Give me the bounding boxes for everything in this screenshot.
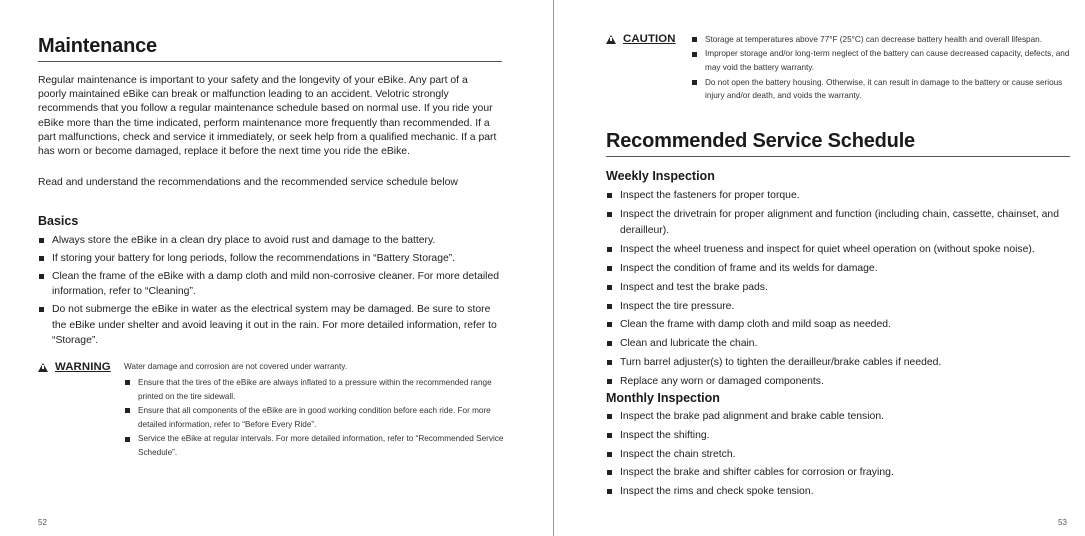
list-item: Turn barrel adjuster(s) to tighten the derailleur/brake cables if needed.: [606, 355, 1076, 372]
bullet-icon: [607, 322, 612, 327]
bullet-icon: [607, 360, 612, 365]
bullet-icon: [39, 256, 44, 261]
right-page: [555, 0, 1085, 536]
list-item: Inspect the tire pressure.: [606, 299, 1076, 316]
bullet-icon: [607, 433, 612, 438]
warning-text: Water damage and corrosion are not covered under warranty.: [124, 362, 347, 371]
bullet-icon: [607, 304, 612, 309]
warning-heading: [38, 361, 111, 373]
list-item: Clean and lubricate the chain.: [606, 336, 1076, 353]
caution-label: CAUTION: [623, 33, 676, 45]
bullet-icon: [39, 238, 44, 243]
list-item: Inspect the wheel trueness and inspect for quiet wheel operation on (without spoke noise).: [606, 242, 1076, 259]
list-item: Replace any worn or damaged components.: [606, 374, 1076, 391]
list-item: Ensure that all components of the eBike are in good working condition before each ride. For more detailed information, refer to “Before Every Ride”.: [124, 404, 504, 432]
bullet-icon: [607, 489, 612, 494]
intro-paragraph: Regular maintenance is important to your safety and the longevity of your eBike. Any part of a poorly maintained eBike can break or malfunction leading to an accident. Velotric strongly recommends that you follow a regular maintenance schedule based on normal use. If you ride your eBike more than the time indicated, perform maintenance more frequently than recommended. If a part malfunctions, check and service it immediately, or seek help from a qualified mechanic. If a part has worn or become damaged, replace it before the next time you ride the eBike.: [38, 75, 497, 158]
weekly-heading: Weekly Inspection: [606, 169, 715, 183]
list-item: Inspect the shifting.: [606, 428, 1076, 445]
list-item: Inspect the fasteners for proper torque.: [606, 188, 1076, 205]
bullet-icon: [39, 274, 44, 279]
section-title: Recommended Service Schedule: [606, 130, 915, 152]
monthly-heading: Monthly Inspection: [606, 391, 720, 405]
bullet-icon: [39, 307, 44, 312]
list-item: Improper storage and/or long-term neglect of the battery can cause decreased capacity, defects, and may void the battery warranty.: [691, 47, 1071, 75]
page-gutter: [553, 0, 554, 536]
page-title: Maintenance: [38, 35, 157, 57]
page-number: 52: [38, 518, 47, 527]
caution-list: [691, 33, 1071, 104]
page-number: 53: [1058, 518, 1067, 527]
bullet-icon: [125, 408, 130, 413]
bullet-icon: [607, 379, 612, 384]
bullet-icon: [607, 212, 612, 217]
list-item: Inspect the drivetrain for proper alignment and function (including chain, cassette, chainset, and derailleur).: [606, 207, 1076, 240]
intro-note: Read and understand the recommendations and the recommended service schedule below: [38, 177, 458, 188]
warning-label: WARNING: [55, 361, 111, 373]
bullet-icon: [607, 193, 612, 198]
title-divider: [38, 61, 502, 62]
list-item: Inspect and test the brake pads.: [606, 280, 1076, 297]
bullet-icon: [607, 414, 612, 419]
warning-triangle-icon: [38, 363, 48, 372]
list-item: Ensure that the tires of the eBike are always inflated to a pressure within the recommended range printed on the tire sidewall.: [124, 376, 504, 404]
monthly-list: [606, 409, 1076, 503]
bullet-icon: [607, 452, 612, 457]
warning-triangle-icon: [606, 35, 616, 44]
bullet-icon: [692, 37, 697, 42]
basics-heading: Basics: [38, 214, 79, 228]
bullet-icon: [692, 80, 697, 85]
list-item: Do not submerge the eBike in water as the electrical system may be damaged. Be sure to store the eBike under shelter and avoid leaving it out in the rain. For more detailed information, refer to “Storage”.: [38, 302, 504, 348]
caution-heading: [606, 33, 676, 45]
weekly-list: [606, 188, 1076, 392]
list-item: Do not open the battery housing. Otherwise, it can result in damage to the battery or cause serious injury and/or death, and voids the warranty.: [691, 76, 1071, 104]
basics-list: [38, 233, 504, 351]
bullet-icon: [607, 341, 612, 346]
list-item: Clean the frame with damp cloth and mild soap as needed.: [606, 317, 1076, 334]
bullet-icon: [607, 285, 612, 290]
list-item: Clean the frame of the eBike with a damp cloth and mild non-corrosive cleaner. For more detailed information, refer to “Cleaning”.: [38, 269, 504, 300]
list-item: Inspect the rims and check spoke tension.: [606, 484, 1076, 501]
list-item: Storage at temperatures above 77°F (25°C) can decrease battery health and overall lifespan.: [691, 33, 1071, 47]
list-item: Always store the eBike in a clean dry place to avoid rust and damage to the battery.: [38, 233, 504, 248]
bullet-icon: [607, 247, 612, 252]
list-item: If storing your battery for long periods, follow the recommendations in “Battery Storage”.: [38, 251, 504, 266]
list-item: Inspect the brake and shifter cables for corrosion or fraying.: [606, 465, 1076, 482]
bullet-icon: [692, 52, 697, 57]
bullet-icon: [607, 266, 612, 271]
list-item: Inspect the chain stretch.: [606, 447, 1076, 464]
bullet-icon: [125, 380, 130, 385]
bullet-icon: [125, 437, 130, 442]
warning-list: [124, 376, 504, 461]
title-divider: [606, 156, 1070, 157]
list-item: Inspect the condition of frame and its welds for damage.: [606, 261, 1076, 278]
bullet-icon: [607, 470, 612, 475]
list-item: Service the eBike at regular intervals. For more detailed information, refer to “Recommended Service Schedule”.: [124, 432, 504, 460]
list-item: Inspect the brake pad alignment and brake cable tension.: [606, 409, 1076, 426]
